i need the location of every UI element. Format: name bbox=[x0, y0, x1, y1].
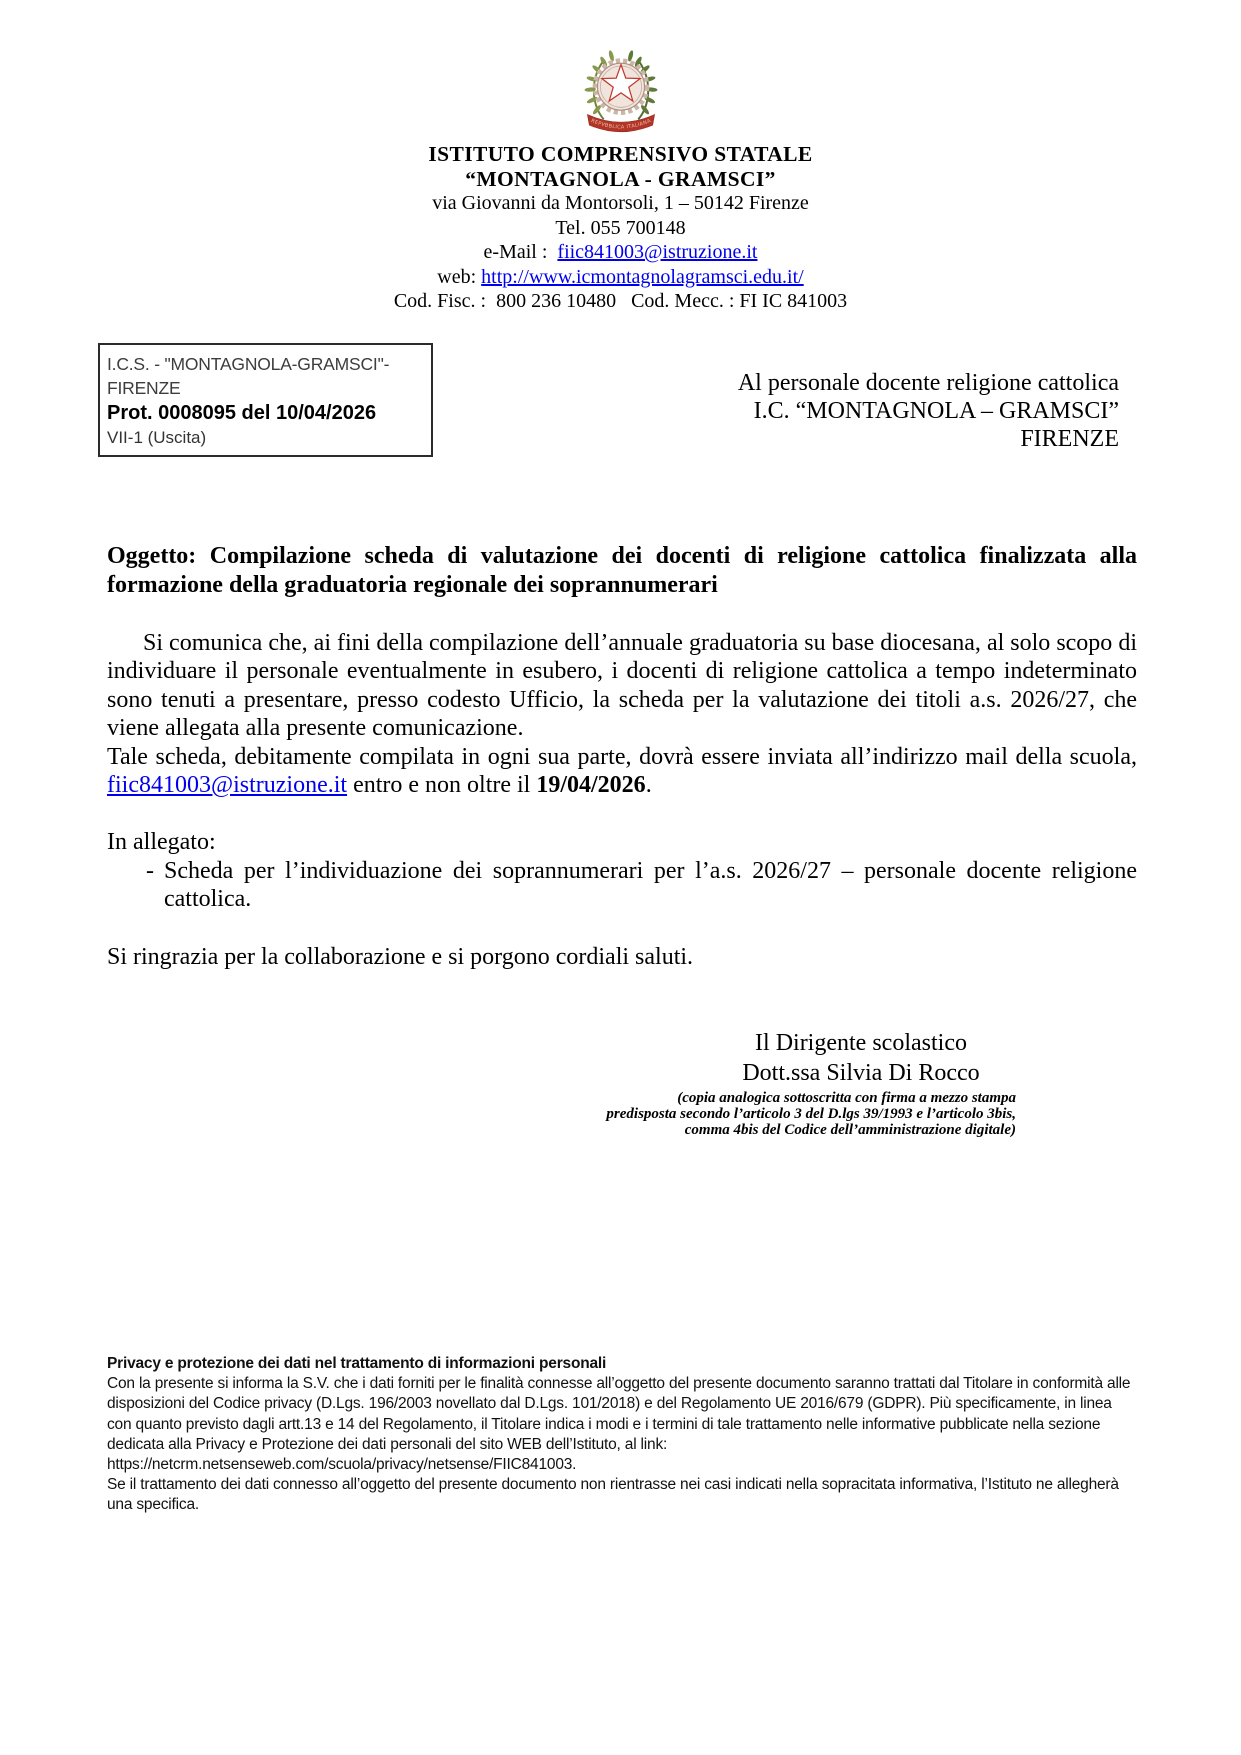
protocol-number: Prot. 0008095 del 10/04/2026 bbox=[107, 402, 377, 424]
privacy-paragraph-2: Se il trattamento dei dati connesso all’oggetto del presente documento non rientrasse nei casi indicati nella sopracitata informativa, l’Istituto ne allegherà una specifica. bbox=[107, 1476, 1119, 1514]
recipient-line-1: Al personale docente religione cattolica bbox=[737, 370, 1119, 396]
closing-line: Si ringrazia per la collaborazione e si porgono cordiali saluti. bbox=[107, 943, 694, 970]
website-link[interactable]: http://www.icmontagnolagramsci.edu.it/ bbox=[481, 265, 804, 288]
protocol-classification: VII-1 (Uscita) bbox=[107, 428, 207, 447]
attachment-list-item bbox=[146, 857, 1137, 914]
subject-line: Oggetto: Compilazione scheda di valutazione dei docenti di religione cattolica finalizzata alla formazione della graduatoria regionale dei soprannumerari bbox=[107, 543, 1137, 598]
protocol-stamp-box bbox=[98, 343, 433, 457]
fiscal-code-line: Cod. Fisc. : 800 236 10480 Cod. Mecc. : FI IC 841003 bbox=[393, 290, 848, 312]
signature-note-line-3: comma 4bis del Codice dell’amministrazione digitale) bbox=[684, 1121, 1016, 1138]
recipient-block bbox=[738, 369, 1119, 453]
deadline-date: 19/04/2026 bbox=[536, 772, 646, 799]
paragraph2-period: . bbox=[645, 772, 652, 799]
signature-note-line-2: predisposta secondo l’articolo 3 del D.lgs 39/1993 e l’articolo 3bis, bbox=[606, 1105, 1016, 1122]
attachments-label: In allegato: bbox=[107, 829, 216, 856]
recipient-line-3: FIRENZE bbox=[1020, 426, 1119, 452]
letter-body bbox=[107, 629, 1137, 971]
ribbon-banner bbox=[587, 115, 654, 132]
web-line bbox=[150, 265, 1091, 290]
privacy-paragraph-1: Con la presente si informa la S.V. che i dati forniti per le finalità connesse all’oggetto del presente documento saranno trattati dal Titolare in conformità alle disposizioni del Codice privacy (D.Lgs. 196/2003 novellato dal D.Lgs. 101/2018) e del Regolamento UE 2016/679 (GDPR). Più specificamente, in linea con quanto previsto dagli artt.13 e 14 del Regolamento, il Titolare indica i modi e i termini di tale trattamento nelle informative pubblicate nella sezione dedicata alla Privacy e Protezione dei dati personali del sito WEB dell’Istituto, al link: bbox=[107, 1375, 1131, 1453]
letterhead bbox=[150, 44, 1091, 314]
signature-note-line-1: (copia analogica sottoscritta con firma a mezzo stampa bbox=[677, 1090, 1016, 1106]
paragraph2-text: Tale scheda, debitamente compilata in ogni sua parte, dovrà essere inviata all’indirizzo mail della scuola, bbox=[107, 743, 1137, 770]
italian-republic-emblem-icon bbox=[573, 44, 669, 138]
address-line: via Giovanni da Montorsoli, 1 – 50142 Firenze bbox=[432, 192, 809, 214]
signature-role: Il Dirigente scolastico bbox=[755, 1030, 967, 1056]
recipient-line-2: I.C. “MONTAGNOLA – GRAMSCI” bbox=[753, 398, 1119, 424]
signature-legal-note bbox=[536, 1091, 1016, 1138]
attachment-item-text: Scheda per l’individuazione dei soprannumerari per l’a.s. 2026/27 – personale docente religione cattolica. bbox=[164, 857, 1137, 913]
ribbon-text: REPVBBLICA ITALIANA bbox=[589, 117, 652, 131]
web-label: web: bbox=[437, 265, 482, 288]
privacy-footer bbox=[107, 1354, 1137, 1516]
signature-block bbox=[536, 1028, 1016, 1138]
email-label: e-Mail : bbox=[483, 241, 558, 263]
email-link[interactable]: fiic841003@istruzione.it bbox=[557, 241, 758, 263]
bullet-dash: - bbox=[146, 857, 154, 884]
school-email-link[interactable]: fiic841003@istruzione.it bbox=[107, 772, 348, 799]
institute-name: ISTITUTO COMPRENSIVO STATALE bbox=[428, 142, 813, 166]
signature-name: Dott.ssa Silvia Di Rocco bbox=[742, 1060, 980, 1086]
body-paragraph-2 bbox=[107, 743, 1137, 800]
paragraph2-middle-text: entro e non oltre il bbox=[347, 772, 537, 799]
body-paragraph-1: Si comunica che, ai fini della compilazione dell’annuale graduatoria su base diocesana, al solo scopo di individuare il personale eventualmente in esubero, i docenti di religione cattolica a tempo indeterminato sono tenuti a presentare, presso codesto Ufficio, la scheda per la valutazione dei titoli a.s. 2026/27, che viene allegata alla presente comunicazione. bbox=[107, 630, 1137, 742]
phone-line: Tel. 055 700148 bbox=[555, 216, 686, 239]
email-line bbox=[150, 240, 1091, 265]
privacy-link-line: https://netcrm.netsenseweb.com/scuola/privacy/netsense/FIIC841003. bbox=[107, 1456, 577, 1474]
privacy-title: Privacy e protezione dei dati nel trattamento di informazioni personali bbox=[107, 1355, 607, 1372]
school-name: “MONTAGNOLA - GRAMSCI” bbox=[465, 167, 776, 191]
protocol-entity: I.C.S. - "MONTAGNOLA-GRAMSCI"-FIRENZE bbox=[107, 354, 390, 398]
